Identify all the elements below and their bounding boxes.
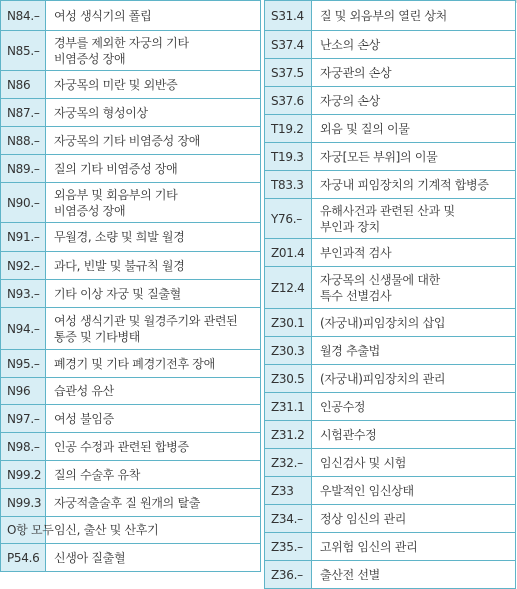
table-row xyxy=(1,1,261,31)
diagnosis-code: Z31.1 xyxy=(265,393,312,421)
table-row xyxy=(265,421,516,449)
table-row xyxy=(1,461,261,489)
diagnosis-code: N85.– xyxy=(1,31,46,71)
table-row xyxy=(1,71,261,99)
table-row xyxy=(1,517,261,544)
diagnosis-code: Z30.1 xyxy=(265,309,312,337)
diagnosis-description: 자궁목의 미란 및 외반증 xyxy=(46,71,261,99)
diagnosis-description: 여성 불임증 xyxy=(46,405,261,433)
diagnosis-description: 질 및 외음부의 열린 상처 xyxy=(312,1,516,31)
table-row xyxy=(265,505,516,533)
diagnosis-description: 신생아 질출혈 xyxy=(46,544,261,572)
table-row xyxy=(265,337,516,365)
diagnosis-code: N91.– xyxy=(1,223,46,252)
diagnosis-code: Z31.2 xyxy=(265,421,312,449)
diagnosis-code: Z12.4 xyxy=(265,267,312,309)
diagnosis-code: N94.– xyxy=(1,308,46,350)
table-row xyxy=(265,87,516,115)
table-row xyxy=(1,127,261,155)
diagnosis-description: 자궁[모든 부위]의 이물 xyxy=(312,143,516,171)
diagnosis-description: 난소의 손상 xyxy=(312,31,516,59)
table-row xyxy=(265,115,516,143)
table-row xyxy=(1,433,261,461)
diagnosis-code: N98.– xyxy=(1,433,46,461)
diagnosis-code: N89.– xyxy=(1,155,46,183)
diagnosis-code: S37.5 xyxy=(265,59,312,87)
diagnosis-code: N97.– xyxy=(1,405,46,433)
diagnosis-code: Z30.5 xyxy=(265,365,312,393)
table-row xyxy=(1,378,261,405)
table-row xyxy=(265,239,516,267)
diagnosis-description: 자궁내 피임장치의 기계적 합병증 xyxy=(312,171,516,199)
diagnosis-description: 임신검사 및 시험 xyxy=(312,449,516,477)
table-row xyxy=(1,280,261,308)
right-code-table xyxy=(264,0,516,589)
diagnosis-description: 인공수정 xyxy=(312,393,516,421)
table-row xyxy=(265,533,516,561)
diagnosis-code: N99.2 xyxy=(1,461,46,489)
diagnosis-description: 여성 생식기의 폴립 xyxy=(46,1,261,31)
left-code-table xyxy=(0,0,261,572)
diagnosis-code: T83.3 xyxy=(265,171,312,199)
table-row xyxy=(265,199,516,239)
table-row xyxy=(265,1,516,31)
diagnosis-code: N96 xyxy=(1,378,46,405)
diagnosis-code: N92.– xyxy=(1,252,46,280)
diagnosis-code: N93.– xyxy=(1,280,46,308)
diagnosis-description: 우발적인 임신상태 xyxy=(312,477,516,505)
diagnosis-description: 경부를 제외한 자궁의 기타 비염증성 장애 xyxy=(46,31,261,71)
diagnosis-description: 습관성 유산 xyxy=(46,378,261,405)
diagnosis-code: Z30.3 xyxy=(265,337,312,365)
table-row xyxy=(265,309,516,337)
table-row xyxy=(265,365,516,393)
diagnosis-code: S37.4 xyxy=(265,31,312,59)
diagnosis-code: Z36.– xyxy=(265,561,312,589)
table-row xyxy=(1,223,261,252)
diagnosis-code: N84.– xyxy=(1,1,46,31)
diagnosis-description: 임신, 출산 및 산후기 xyxy=(46,517,261,544)
diagnosis-code: Y76.– xyxy=(265,199,312,239)
diagnosis-code: Z34.– xyxy=(265,505,312,533)
table-row xyxy=(1,544,261,572)
table-row xyxy=(265,561,516,589)
table-row xyxy=(1,350,261,378)
diagnosis-description: 출산전 선별 xyxy=(312,561,516,589)
table-row xyxy=(1,252,261,280)
table-row xyxy=(1,405,261,433)
diagnosis-description: 자궁목의 기타 비염증성 장애 xyxy=(46,127,261,155)
diagnosis-description: 고위험 임신의 관리 xyxy=(312,533,516,561)
table-row xyxy=(265,59,516,87)
diagnosis-description: 질의 수술후 유착 xyxy=(46,461,261,489)
table-row xyxy=(265,143,516,171)
diagnosis-code: Z35.– xyxy=(265,533,312,561)
diagnosis-code: T19.3 xyxy=(265,143,312,171)
diagnosis-description: 인공 수정과 관련된 합병증 xyxy=(46,433,261,461)
table-row xyxy=(265,171,516,199)
table-row xyxy=(265,477,516,505)
diagnosis-description: 유해사건과 관련된 산과 및 부인과 장치 xyxy=(312,199,516,239)
diagnosis-code: N88.– xyxy=(1,127,46,155)
diagnosis-code: Z01.4 xyxy=(265,239,312,267)
table-row xyxy=(265,393,516,421)
diagnosis-code: T19.2 xyxy=(265,115,312,143)
diagnosis-code: Z32.– xyxy=(265,449,312,477)
diagnosis-code: N95.– xyxy=(1,350,46,378)
diagnosis-description: 자궁관의 손상 xyxy=(312,59,516,87)
diagnosis-description: 시험관수정 xyxy=(312,421,516,449)
table-row xyxy=(265,31,516,59)
table-row xyxy=(1,31,261,71)
diagnosis-code: S37.6 xyxy=(265,87,312,115)
diagnosis-code: N90.– xyxy=(1,183,46,223)
diagnosis-description: 자궁적출술후 질 원개의 탈출 xyxy=(46,489,261,517)
table-row xyxy=(265,267,516,309)
table-row xyxy=(1,308,261,350)
diagnosis-code: P54.6 xyxy=(1,544,46,572)
diagnosis-description: 자궁목의 신생물에 대한 특수 선별검사 xyxy=(312,267,516,309)
diagnosis-code: O항 모두 xyxy=(1,517,46,544)
diagnosis-code: S31.4 xyxy=(265,1,312,31)
diagnosis-description: 외음 및 질의 이물 xyxy=(312,115,516,143)
diagnosis-code: N86 xyxy=(1,71,46,99)
diagnosis-description: 질의 기타 비염증성 장애 xyxy=(46,155,261,183)
table-row xyxy=(1,183,261,223)
diagnosis-description: 자궁의 손상 xyxy=(312,87,516,115)
diagnosis-description: (자궁내)피임장치의 관리 xyxy=(312,365,516,393)
diagnosis-description: (자궁내)피임장치의 삽입 xyxy=(312,309,516,337)
diagnosis-description: 과다, 빈발 및 불규칙 월경 xyxy=(46,252,261,280)
diagnosis-description: 여성 생식기관 및 월경주기와 관련된 통증 및 기타병태 xyxy=(46,308,261,350)
diagnosis-description: 부인과적 검사 xyxy=(312,239,516,267)
table-row xyxy=(1,99,261,127)
diagnosis-code: N99.3 xyxy=(1,489,46,517)
diagnosis-description: 자궁목의 형성이상 xyxy=(46,99,261,127)
diagnosis-description: 폐경기 및 기타 폐경기전후 장애 xyxy=(46,350,261,378)
diagnosis-description: 무월경, 소량 및 희발 월경 xyxy=(46,223,261,252)
diagnosis-code: N87.– xyxy=(1,99,46,127)
table-row xyxy=(1,155,261,183)
diagnosis-code: Z33 xyxy=(265,477,312,505)
diagnosis-description: 월경 추출법 xyxy=(312,337,516,365)
table-row xyxy=(265,449,516,477)
diagnosis-description: 정상 임신의 관리 xyxy=(312,505,516,533)
diagnosis-description: 기타 이상 자궁 및 질출혈 xyxy=(46,280,261,308)
diagnosis-description: 외음부 및 회음부의 기타 비염증성 장애 xyxy=(46,183,261,223)
table-row xyxy=(1,489,261,517)
